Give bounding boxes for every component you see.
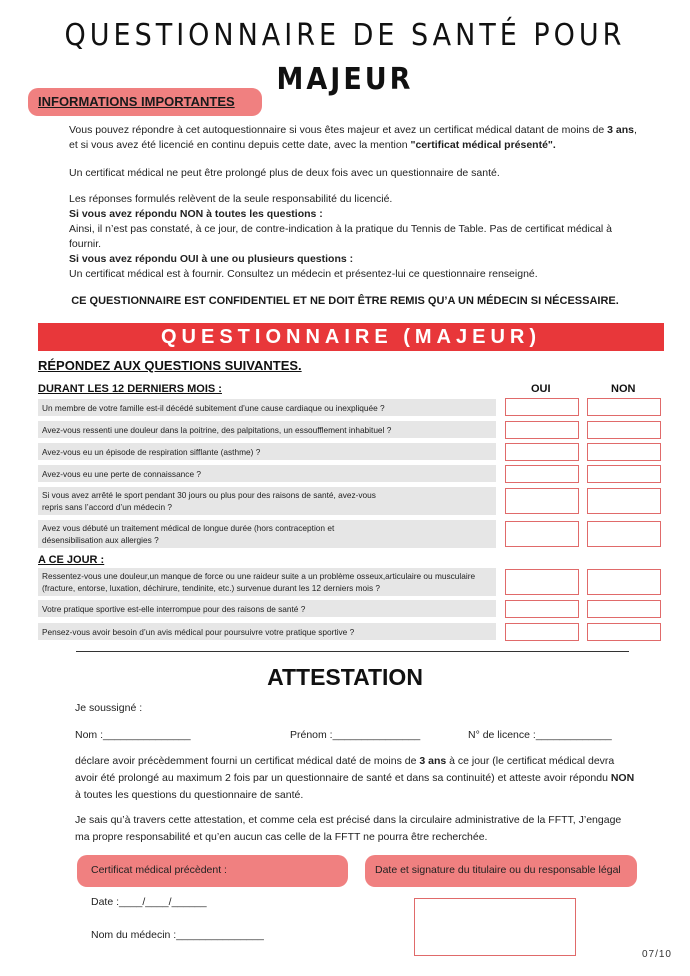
question-row: Votre pratique sportive est-elle interrompue pour des raisons de santé ?	[38, 600, 496, 617]
info-heading-pill	[28, 88, 262, 116]
checkbox-oui[interactable]	[505, 600, 579, 618]
attestation-title: ATTESTATION	[267, 664, 423, 690]
nom-field[interactable]: Nom :_______________	[75, 729, 191, 741]
attestation-paragraph-1	[75, 753, 635, 804]
question-row: Si vous avez arrêté le sport pendant 30 jours ou plus pour des raisons de santé, avez-vous repris sans l’accord d’un médecin ?	[38, 487, 496, 515]
checkbox-oui[interactable]	[505, 488, 579, 514]
attestation-bold-3ans: 3 ans	[419, 755, 447, 767]
checkbox-non[interactable]	[587, 398, 661, 416]
checkbox-oui[interactable]	[505, 398, 579, 416]
question-row: Un membre de votre famille est-il décédé subitement d’une cause cardiaque ou inexpliquée ?	[38, 399, 496, 416]
intro-bold-non: Si vous avez répondu NON à toutes les questions :	[69, 208, 323, 220]
intro-text: Un certificat médical ne peut être prolongé plus de deux fois avec un questionnaire de santé.	[69, 167, 500, 179]
attestation-text: à ce jour (le certificat médical devra avoir été prolongé au maximum 2 fois par un questionnaire de santé et dans sa continuité) et atteste avoir répondu	[75, 755, 615, 784]
question-row: Avez-vous eu une perte de connaissance ?	[38, 465, 496, 482]
intro-bold-mention: "certificat médical présenté".	[410, 139, 556, 151]
attestation-text: Je sais qu’à travers cette attestation, et comme cela est précisé dans la circulaire administrative de la FFTT, J’engage ma propre responsabilité et qu’en aucun cas celle de la FFTT ne pourra être recherchée.	[75, 814, 622, 843]
questions-instruction: RÉPONDEZ AUX QUESTIONS SUIVANTES.	[38, 358, 302, 373]
page-number: 07/10	[641, 949, 672, 960]
soussigne-label: Je soussigné :	[75, 702, 143, 714]
prenom-field[interactable]: Prénom :_______________	[290, 729, 421, 741]
signature-pill	[365, 855, 637, 887]
question-row: Pensez-vous avoir besoin d’un avis médical pour poursuivre votre pratique sportive ?	[38, 623, 496, 640]
date-field[interactable]: Date :____/____/______	[91, 896, 207, 908]
checkbox-oui[interactable]	[505, 521, 579, 547]
intro-paragraph-1	[69, 123, 639, 153]
attestation-text: à toutes les questions du questionnaire de santé.	[75, 789, 304, 801]
intro-text: Vous pouvez répondre à cet autoquestionnaire si vous êtes majeur et avez un certificat médical datant de moins de	[69, 124, 605, 136]
intro-text: Un certificat médical est à fournir. Consultez un médecin et présentez-lui ce questionnaire renseigné.	[69, 268, 538, 280]
checkbox-oui[interactable]	[505, 443, 579, 461]
intro-bold-oui: Si vous avez répondu OUI à une ou plusieurs questions :	[69, 253, 354, 265]
intro-bold-3ans: 3 ans	[607, 124, 635, 136]
checkbox-oui[interactable]	[505, 465, 579, 483]
checkbox-non[interactable]	[587, 569, 661, 595]
checkbox-oui[interactable]	[505, 421, 579, 439]
question-row: Ressentez-vous une douleur,un manque de force ou une raideur suite a un problème osseux,articulaire ou musculaire (fracture, entorse, luxation, déchirure, tendinite, etc.) survenue durant les 12 derniers mois ?	[38, 568, 496, 596]
checkbox-non[interactable]	[587, 465, 661, 483]
checkbox-non[interactable]	[587, 421, 661, 439]
divider	[76, 651, 629, 652]
attestation-text: déclare avoir précèdemment fourni un certificat médical daté de moins de	[75, 755, 420, 767]
section2-title: A CE JOUR :	[38, 554, 105, 566]
checkbox-oui[interactable]	[505, 623, 579, 641]
attestation-bold-non: NON	[610, 772, 635, 784]
signature-box[interactable]	[414, 898, 576, 956]
checkbox-non[interactable]	[587, 521, 661, 547]
section1-title: DURANT LES 12 DERNIERS MOIS :	[38, 383, 222, 395]
question-row: Avez-vous eu un épisode de respiration sifflante (asthme) ?	[38, 443, 496, 460]
licence-field[interactable]: N° de licence :_____________	[468, 729, 612, 741]
intro-paragraph-2	[69, 166, 639, 181]
confidential-notice: CE QUESTIONNAIRE EST CONFIDENTIEL ET NE DOIT ÊTRE REMIS QU’A UN MÉDECIN SI NÉCESSAIRE.	[71, 295, 619, 307]
certificat-pill	[77, 855, 348, 887]
intro-text: Les réponses formulés relèvent de la seule responsabilité du licencié.	[69, 193, 393, 205]
checkbox-non[interactable]	[587, 488, 661, 514]
intro-paragraph-3	[69, 192, 639, 282]
checkbox-oui[interactable]	[505, 569, 579, 595]
question-row: Avez vous débuté un traitement médical de longue durée (hors contraception et désensibilisation aux allergies ?	[38, 520, 496, 548]
title-bold: MAJEUR	[276, 62, 414, 97]
info-heading: INFORMATIONS IMPORTANTES	[38, 94, 235, 109]
checkbox-non[interactable]	[587, 443, 661, 461]
certificat-label: Certificat médical précèdent :	[91, 864, 227, 876]
question-row: Avez-vous ressenti une douleur dans la poitrine, des palpitations, un essoufflement inhabituel ?	[38, 421, 496, 438]
checkbox-non[interactable]	[587, 623, 661, 641]
attestation-paragraph-2	[75, 812, 635, 846]
checkbox-non[interactable]	[587, 600, 661, 618]
column-non: NON	[611, 383, 636, 395]
medecin-field[interactable]: Nom du médecin :_______________	[91, 929, 264, 941]
intro-text: , et si vous avez été licencié en continu depuis cette date, avec la mention	[69, 124, 637, 151]
questionnaire-banner: QUESTIONNAIRE (MAJEUR)	[38, 323, 664, 351]
intro-text: Ainsi, il n’est pas constaté, à ce jour, de contre-indication à la pratique du Tennis de Table. Pas de certificat médical à fournir.	[69, 223, 613, 250]
title-main: QUESTIONNAIRE DE SANTÉ POUR	[64, 18, 626, 53]
signature-label: Date et signature du titulaire ou du responsable légal	[375, 864, 621, 876]
column-oui: OUI	[531, 383, 551, 395]
